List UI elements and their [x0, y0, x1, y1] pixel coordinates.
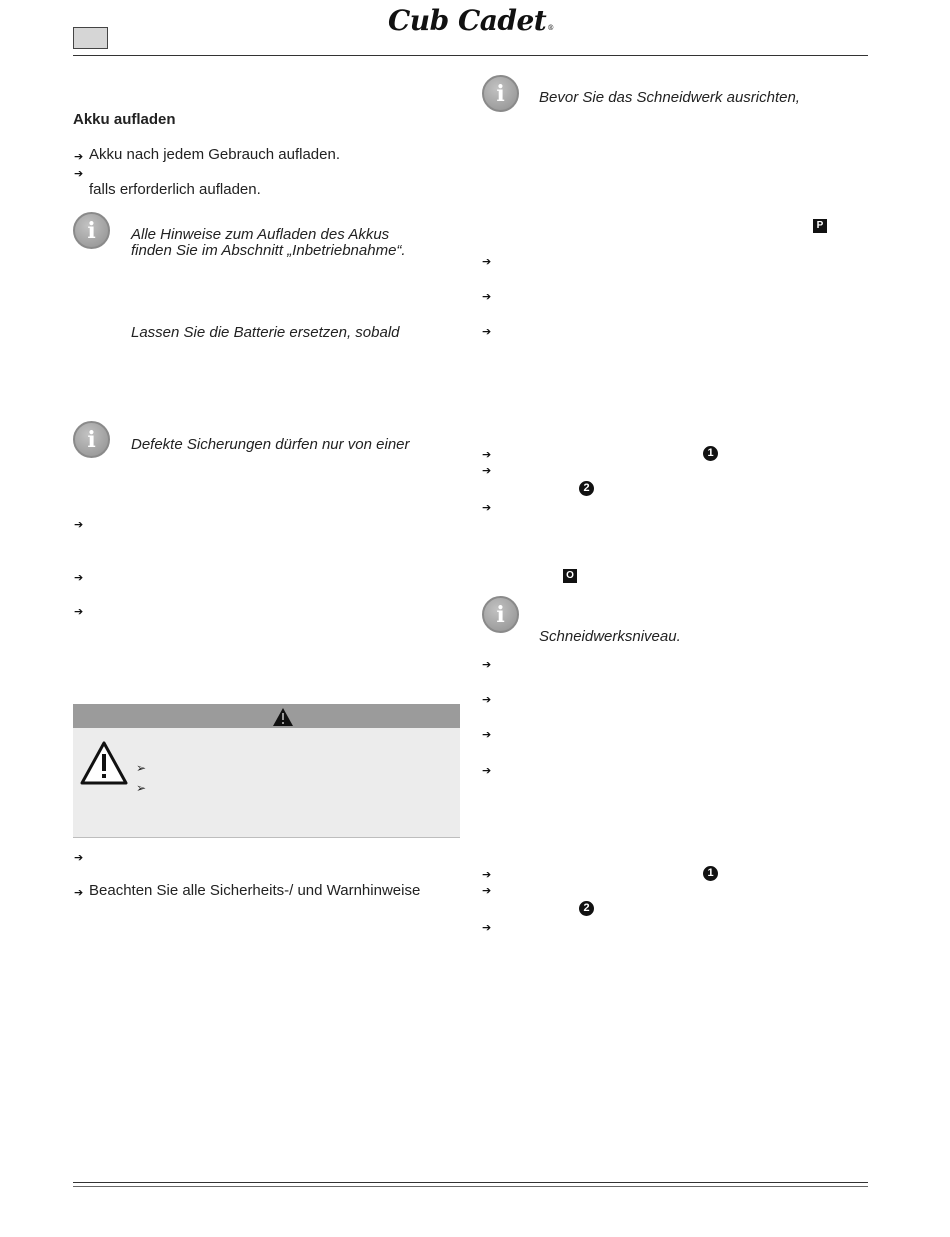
bullet-text: Akku nach jedem Gebrauch aufladen. [89, 146, 340, 163]
arrow-icon: ➔ [482, 728, 492, 741]
arrow-icon: ➔ [74, 150, 84, 163]
warning-body [73, 728, 460, 838]
info-note-line: Defekte Sicherungen dürfen nur von einer [131, 436, 410, 453]
chevron-bullet-icon: ➢ [136, 761, 147, 775]
arrow-icon: ➔ [482, 921, 492, 934]
arrow-icon: ➔ [74, 571, 84, 584]
arrow-icon: ➔ [74, 886, 84, 899]
warning-header [73, 704, 460, 728]
section-heading: Akku aufladen [73, 111, 176, 128]
footer-rule [73, 1182, 868, 1183]
info-icon: i [73, 212, 110, 249]
info-icon: i [73, 421, 110, 458]
info-note-line: Bevor Sie das Schneidwerk ausrichten, [539, 89, 800, 106]
footer-rule-thin [73, 1186, 868, 1187]
info-note-line: Lassen Sie die Batterie ersetzen, sobald [131, 324, 400, 341]
arrow-icon: ➔ [482, 884, 492, 897]
page-number-box [73, 27, 108, 49]
callout-number-2: 2 [579, 901, 594, 916]
warning-icon [272, 707, 294, 727]
callout-number-2: 2 [579, 481, 594, 496]
info-icon: i [482, 596, 519, 633]
bullet-text-continued: falls erforderlich aufladen. [89, 181, 261, 198]
arrow-icon: ➔ [482, 501, 492, 514]
info-note-line: finden Sie im Abschnitt „Inbetriebnahme“. [131, 242, 406, 259]
info-note-line: Schneidwerksniveau. [539, 628, 681, 645]
arrow-icon: ➔ [482, 448, 492, 461]
arrow-icon: ➔ [482, 658, 492, 671]
park-symbol-icon: P [813, 219, 827, 233]
callout-number-1: 1 [703, 866, 718, 881]
callout-number-1: 1 [703, 446, 718, 461]
chevron-bullet-icon: ➢ [136, 781, 147, 795]
arrow-icon: ➔ [74, 605, 84, 618]
arrow-icon: ➔ [482, 290, 492, 303]
header-rule [73, 55, 868, 56]
arrow-icon: ➔ [74, 851, 84, 864]
arrow-icon: ➔ [482, 255, 492, 268]
info-note-line: Alle Hinweise zum Aufladen des Akkus [131, 226, 390, 243]
arrow-icon: ➔ [482, 693, 492, 706]
arrow-icon: ➔ [74, 167, 84, 180]
symbol-o-icon: O [563, 569, 577, 583]
arrow-icon: ➔ [74, 518, 84, 531]
arrow-icon: ➔ [482, 764, 492, 777]
warning-triangle-icon [79, 740, 129, 786]
arrow-icon: ➔ [482, 464, 492, 477]
bullet-text: Beachten Sie alle Sicherheits-/ und Warnhinweise [89, 882, 421, 899]
info-icon: i [482, 75, 519, 112]
brand-logo: Cub Cadet® [388, 4, 554, 37]
arrow-icon: ➔ [482, 868, 492, 881]
arrow-icon: ➔ [482, 325, 492, 338]
